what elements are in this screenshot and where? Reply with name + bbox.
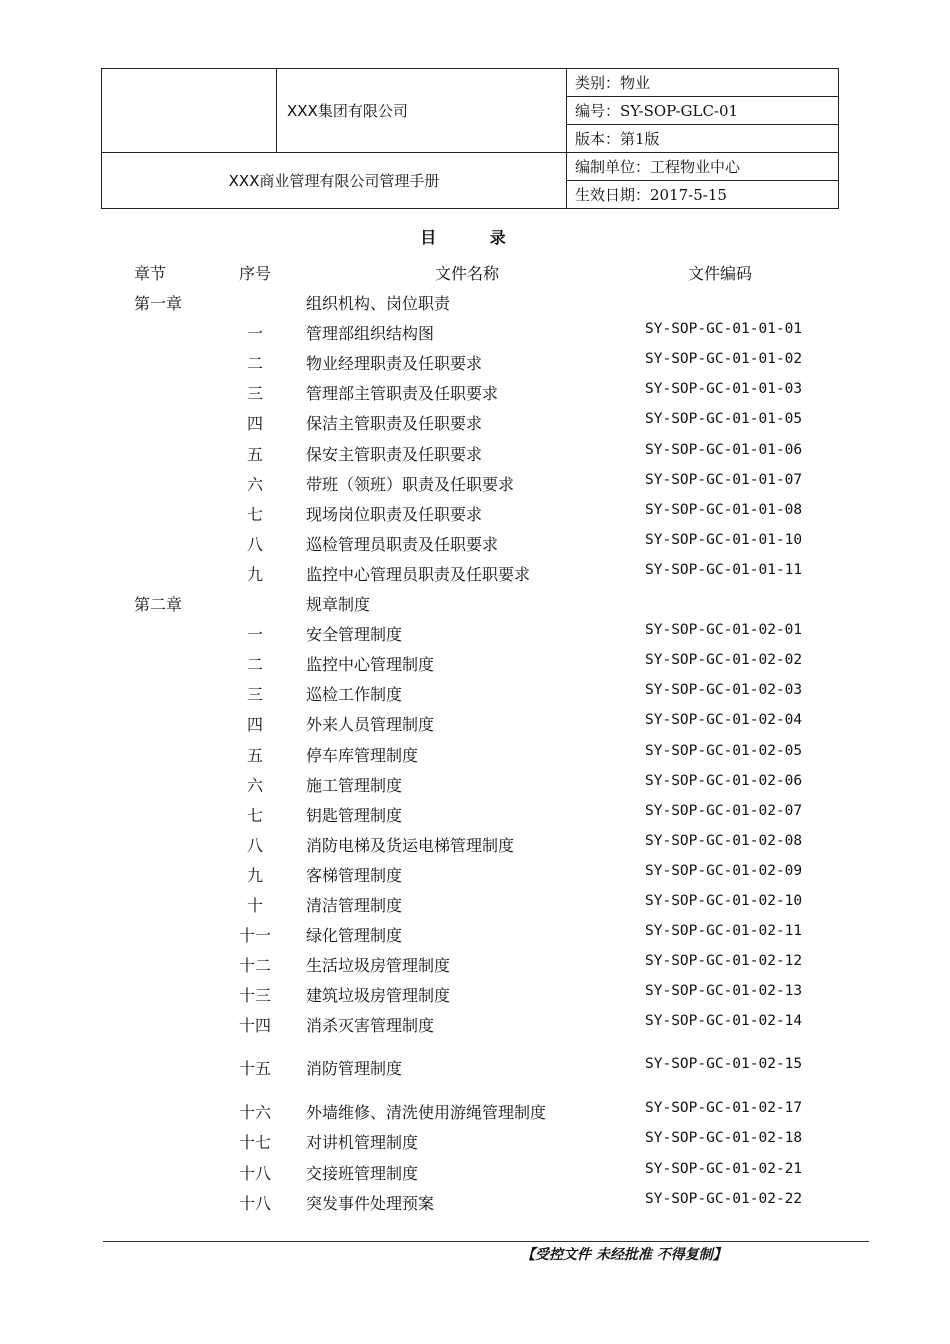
toc-row xyxy=(0,1009,950,1039)
toc-doc-code: SY-SOP-GC-01-02-13 xyxy=(645,983,803,1000)
toc-seq: 八 xyxy=(246,835,263,855)
doc-number-field: 编号：SY-SOP-GLC-01 xyxy=(567,97,839,125)
toc-seq: 一 xyxy=(246,324,263,344)
toc-row xyxy=(0,528,950,558)
toc-doc-code: SY-SOP-GC-01-02-08 xyxy=(645,832,803,849)
footer-divider xyxy=(103,1241,869,1242)
document-header-table xyxy=(101,68,839,209)
toc-row xyxy=(0,1126,950,1156)
toc-seq: 四 xyxy=(246,715,263,735)
toc-row xyxy=(0,648,950,678)
toc-seq: 十四 xyxy=(238,1016,271,1036)
toc-row xyxy=(0,829,950,859)
toc-doc-name: 保洁主管职责及任职要求 xyxy=(306,414,483,434)
toc-doc-name: 保安主管职责及任职要求 xyxy=(306,444,483,464)
toc-seq: 六 xyxy=(246,474,263,494)
logo-cell xyxy=(102,69,277,153)
toc-row xyxy=(0,317,950,347)
toc-doc-name: 清洁管理制度 xyxy=(306,895,403,915)
toc-row xyxy=(0,1187,950,1217)
toc-row xyxy=(0,618,950,648)
toc-seq: 十五 xyxy=(238,1059,271,1079)
toc-seq: 二 xyxy=(246,655,263,675)
toc-chapter-row xyxy=(0,287,950,317)
toc-seq: 三 xyxy=(246,384,263,404)
toc-doc-name: 外墙维修、清洗使用游绳管理制度 xyxy=(306,1102,547,1122)
toc-doc-name: 施工管理制度 xyxy=(306,775,403,795)
toc-seq: 十一 xyxy=(238,926,271,946)
toc-doc-code: SY-SOP-GC-01-02-14 xyxy=(645,1013,803,1030)
toc-doc-name: 管理部主管职责及任职要求 xyxy=(306,384,499,404)
toc-seq: 八 xyxy=(246,534,263,554)
toc-doc-name: 消防管理制度 xyxy=(306,1059,403,1079)
toc-doc-code: SY-SOP-GC-01-02-09 xyxy=(645,862,803,879)
toc-row xyxy=(0,949,950,979)
toc-row xyxy=(0,468,950,498)
col-header-name: 文件名称 xyxy=(434,264,499,283)
toc-doc-name: 外来人员管理制度 xyxy=(306,715,435,735)
toc-doc-name: 监控中心管理制度 xyxy=(306,655,435,675)
col-header-code: 文件编码 xyxy=(687,264,752,283)
toc-doc-name: 物业经理职责及任职要求 xyxy=(306,354,483,374)
toc-row xyxy=(0,859,950,889)
table-of-contents xyxy=(0,257,950,1217)
compiler-field: 编制单位：工程物业中心 xyxy=(567,153,839,181)
toc-doc-code: SY-SOP-GC-01-01-01 xyxy=(645,321,803,338)
toc-seq: 七 xyxy=(246,504,263,524)
toc-doc-code: SY-SOP-GC-01-01-07 xyxy=(645,471,803,488)
controlled-document-notice: 【受控文件 未经批准 不得复制】 xyxy=(521,1247,727,1263)
col-header-seq: 序号 xyxy=(238,264,271,283)
toc-row xyxy=(0,1039,950,1083)
toc-doc-code: SY-SOP-GC-01-01-08 xyxy=(645,501,803,518)
col-header-chapter: 章节 xyxy=(134,264,167,283)
toc-doc-code: SY-SOP-GC-01-02-01 xyxy=(645,622,803,639)
toc-doc-name: 客梯管理制度 xyxy=(306,865,403,885)
company-name: XXX集团有限公司 xyxy=(277,69,567,153)
toc-doc-code: SY-SOP-GC-01-02-15 xyxy=(645,1056,803,1073)
toc-row xyxy=(0,678,950,708)
toc-seq: 十六 xyxy=(238,1102,271,1122)
toc-doc-code: SY-SOP-GC-01-01-05 xyxy=(645,411,803,428)
toc-chapter-row xyxy=(0,588,950,618)
toc-doc-code: SY-SOP-GC-01-01-06 xyxy=(645,441,803,458)
toc-seq: 十七 xyxy=(238,1133,271,1153)
toc-doc-name: 组织机构、岗位职责 xyxy=(306,294,451,314)
toc-doc-name: 管理部组织结构图 xyxy=(306,324,435,344)
toc-doc-code: SY-SOP-GC-01-01-02 xyxy=(645,351,803,368)
toc-row xyxy=(0,1157,950,1187)
toc-doc-code: SY-SOP-GC-01-02-22 xyxy=(645,1190,803,1207)
toc-row xyxy=(0,1083,950,1127)
toc-doc-code: SY-SOP-GC-01-02-17 xyxy=(645,1099,803,1116)
toc-doc-code: SY-SOP-GC-01-02-21 xyxy=(645,1160,803,1177)
toc-row xyxy=(0,889,950,919)
toc-row xyxy=(0,769,950,799)
toc-seq: 十二 xyxy=(238,956,271,976)
toc-doc-name: 巡检管理员职责及任职要求 xyxy=(306,534,499,554)
toc-row xyxy=(0,708,950,738)
toc-doc-name: 带班（领班）职责及任职要求 xyxy=(306,474,515,494)
toc-doc-name: 巡检工作制度 xyxy=(306,685,403,705)
toc-doc-name: 消防电梯及货运电梯管理制度 xyxy=(306,835,515,855)
toc-doc-code: SY-SOP-GC-01-02-05 xyxy=(645,742,803,759)
toc-seq: 九 xyxy=(246,564,263,584)
toc-seq: 十三 xyxy=(238,986,271,1006)
toc-row xyxy=(0,438,950,468)
toc-doc-name: 绿化管理制度 xyxy=(306,926,403,946)
toc-chapter: 第二章 xyxy=(134,595,183,615)
toc-chapter: 第一章 xyxy=(134,294,183,314)
toc-seq: 十八 xyxy=(238,1163,271,1183)
toc-doc-name: 现场岗位职责及任职要求 xyxy=(306,504,483,524)
toc-row xyxy=(0,377,950,407)
toc-doc-name: 突发事件处理预案 xyxy=(306,1193,435,1213)
toc-doc-code: SY-SOP-GC-01-02-18 xyxy=(645,1130,803,1147)
toc-doc-name: 建筑垃圾房管理制度 xyxy=(306,986,451,1006)
effective-date-field: 生效日期：2017-5-15 xyxy=(567,181,839,209)
toc-row xyxy=(0,979,950,1009)
toc-seq: 二 xyxy=(246,354,263,374)
toc-doc-name: 监控中心管理员职责及任职要求 xyxy=(306,564,531,584)
toc-row xyxy=(0,407,950,437)
toc-doc-name: 对讲机管理制度 xyxy=(306,1133,419,1153)
toc-doc-name: 生活垃圾房管理制度 xyxy=(306,956,451,976)
toc-title: 目 录 xyxy=(420,228,530,247)
toc-doc-name: 钥匙管理制度 xyxy=(306,805,403,825)
toc-doc-code: SY-SOP-GC-01-02-04 xyxy=(645,712,803,729)
toc-seq: 九 xyxy=(246,865,263,885)
toc-seq: 五 xyxy=(246,745,263,765)
toc-doc-name: 消杀灭害管理制度 xyxy=(306,1016,435,1036)
toc-seq: 十 xyxy=(246,895,263,915)
toc-seq: 六 xyxy=(246,775,263,795)
toc-doc-code: SY-SOP-GC-01-02-10 xyxy=(645,892,803,909)
toc-row xyxy=(0,799,950,829)
toc-doc-code: SY-SOP-GC-01-01-10 xyxy=(645,531,803,548)
toc-seq: 一 xyxy=(246,625,263,645)
toc-doc-name: 交接班管理制度 xyxy=(306,1163,419,1183)
category-field: 类别：物业 xyxy=(567,69,839,97)
toc-seq: 四 xyxy=(246,414,263,434)
toc-doc-code: SY-SOP-GC-01-02-02 xyxy=(645,652,803,669)
toc-row xyxy=(0,739,950,769)
toc-seq: 七 xyxy=(246,805,263,825)
toc-doc-name: 规章制度 xyxy=(306,595,371,615)
toc-doc-code: SY-SOP-GC-01-01-03 xyxy=(645,381,803,398)
toc-doc-code: SY-SOP-GC-01-01-11 xyxy=(645,561,803,578)
toc-header-row xyxy=(0,257,950,287)
toc-doc-code: SY-SOP-GC-01-02-12 xyxy=(645,953,803,970)
toc-row xyxy=(0,919,950,949)
toc-doc-code: SY-SOP-GC-01-02-11 xyxy=(645,923,803,940)
version-field: 版本：第1版 xyxy=(567,125,839,153)
toc-seq: 五 xyxy=(246,444,263,464)
toc-doc-name: 停车库管理制度 xyxy=(306,745,419,765)
toc-row xyxy=(0,558,950,588)
toc-doc-code: SY-SOP-GC-01-02-06 xyxy=(645,772,803,789)
toc-seq: 三 xyxy=(246,685,263,705)
toc-doc-code: SY-SOP-GC-01-02-07 xyxy=(645,802,803,819)
toc-row xyxy=(0,498,950,528)
toc-doc-code: SY-SOP-GC-01-02-03 xyxy=(645,682,803,699)
manual-title: XXX商业管理有限公司管理手册 xyxy=(102,153,567,209)
toc-seq: 十八 xyxy=(238,1193,271,1213)
toc-doc-name: 安全管理制度 xyxy=(306,625,403,645)
toc-row xyxy=(0,347,950,377)
